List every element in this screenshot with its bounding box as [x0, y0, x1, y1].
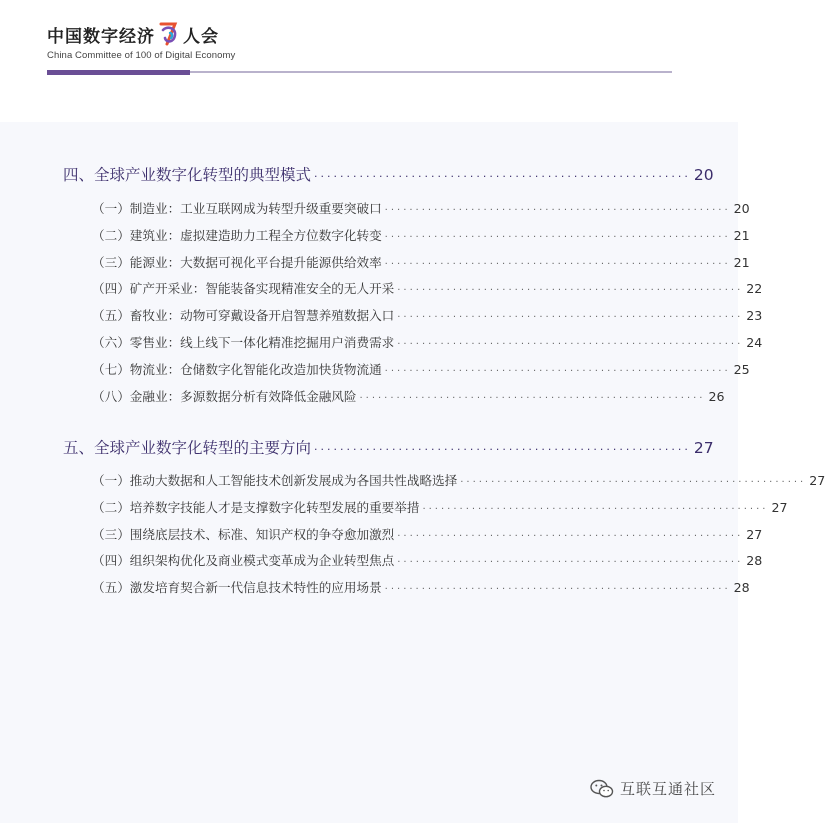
toc-page-number: 21	[733, 228, 750, 243]
toc-page-number: 26	[708, 389, 725, 404]
toc-item-label: （五）畜牧业：动物可穿戴设备开启智慧养殖数据入口	[92, 308, 395, 323]
wechat-watermark	[590, 778, 716, 799]
toc-item-label: （二）建筑业：虚拟建造助力工程全方位数字化转变	[92, 228, 382, 243]
toc-item[interactable]	[92, 359, 750, 378]
toc-leader-dots: ························································	[397, 339, 744, 350]
watermark-text: 互联互通社区	[619, 780, 716, 798]
toc-leader-dots: ··························································	[314, 170, 691, 183]
toc-item[interactable]	[92, 524, 763, 543]
toc-item-label: （五）激发培育契合新一代信息技术特性的应用场景	[92, 580, 382, 595]
toc-page-number: 27	[746, 527, 763, 542]
toc-item[interactable]	[92, 577, 750, 596]
toc-item[interactable]	[92, 198, 750, 217]
toc-section-title: 五、全球产业数字化转型的主要方向	[63, 439, 312, 457]
toc-leader-dots: ························································	[397, 557, 744, 568]
logo-cn-right: 人会	[183, 26, 219, 47]
toc-leader-dots: ························································	[397, 312, 744, 323]
toc-leader-dots: ························································	[422, 504, 769, 515]
logo-100-mark-icon	[158, 21, 180, 47]
toc-leader-dots: ························································	[359, 393, 706, 404]
logo-cn-left: 中国数字经济	[47, 26, 155, 47]
toc-leader-dots: ························································	[384, 584, 731, 595]
toc-leader-dots: ························································	[384, 205, 731, 216]
toc-leader-dots: ························································	[397, 531, 744, 542]
logo	[47, 20, 235, 61]
toc-item-label: （四）矿产开采业：智能装备实现精准安全的无人开采	[92, 281, 395, 296]
toc-page-number: 27	[771, 500, 788, 515]
toc-item-label: （三）围绕底层技术、标准、知识产权的争夺愈加激烈	[92, 527, 395, 542]
toc-page-number: 25	[733, 362, 750, 377]
logo-subtitle: China Committee of 100 of Digital Economy	[47, 50, 236, 61]
toc-item-label: （四）组织架构优化及商业模式变革成为企业转型焦点	[92, 553, 395, 568]
toc-item[interactable]	[92, 305, 763, 324]
toc-item[interactable]	[92, 386, 725, 405]
wechat-icon	[590, 779, 614, 799]
toc-page-number: 28	[746, 553, 763, 568]
toc-item[interactable]	[92, 252, 750, 271]
toc-item[interactable]	[92, 470, 825, 489]
toc-leader-dots: ························································	[460, 477, 807, 488]
toc-item[interactable]	[92, 225, 750, 244]
toc-page-number: 22	[746, 281, 763, 296]
toc-item[interactable]	[92, 332, 763, 351]
toc-section-5[interactable]	[63, 436, 714, 458]
toc-item-label: （三）能源业：大数据可视化平台提升能源供给效率	[92, 255, 382, 270]
toc-leader-dots: ························································	[384, 259, 731, 270]
toc-page-number: 27	[693, 439, 714, 457]
toc-page-number: 20	[733, 201, 750, 216]
toc-item-label: （一）制造业：工业互联网成为转型升级重要突破口	[92, 201, 382, 216]
toc-item-label: （七）物流业：仓储数字化智能化改造加快货物流通	[92, 362, 382, 377]
toc-leader-dots: ························································	[384, 232, 731, 243]
toc-leader-dots: ··························································	[314, 443, 691, 456]
toc-item-label: （二）培养数字技能人才是支撑数字化转型发展的重要举措	[92, 500, 420, 515]
page-header	[0, 0, 738, 122]
toc-leader-dots: ························································	[397, 285, 744, 296]
toc-page-number: 28	[733, 580, 750, 595]
toc-leader-dots: ························································	[384, 366, 731, 377]
toc-item-label: （六）零售业：线上线下一体化精准挖掘用户消费需求	[92, 335, 395, 350]
header-accent-bar	[47, 70, 190, 75]
logo-title	[47, 20, 235, 48]
toc-page-number: 23	[746, 308, 763, 323]
toc-page-number: 21	[733, 255, 750, 270]
toc-item[interactable]	[92, 550, 763, 569]
toc-item-label: （一）推动大数据和人工智能技术创新发展成为各国共性战略选择	[92, 473, 458, 488]
toc-item[interactable]	[92, 497, 788, 516]
toc-page-number: 20	[693, 166, 714, 184]
toc-item-label: （八）金融业：多源数据分析有效降低金融风险	[92, 389, 357, 404]
toc-section-title: 四、全球产业数字化转型的典型模式	[63, 166, 312, 184]
toc-item[interactable]	[92, 278, 763, 297]
toc-page-number: 27	[809, 473, 825, 488]
toc-page-number: 24	[746, 335, 763, 350]
toc-section-4[interactable]	[63, 163, 714, 185]
